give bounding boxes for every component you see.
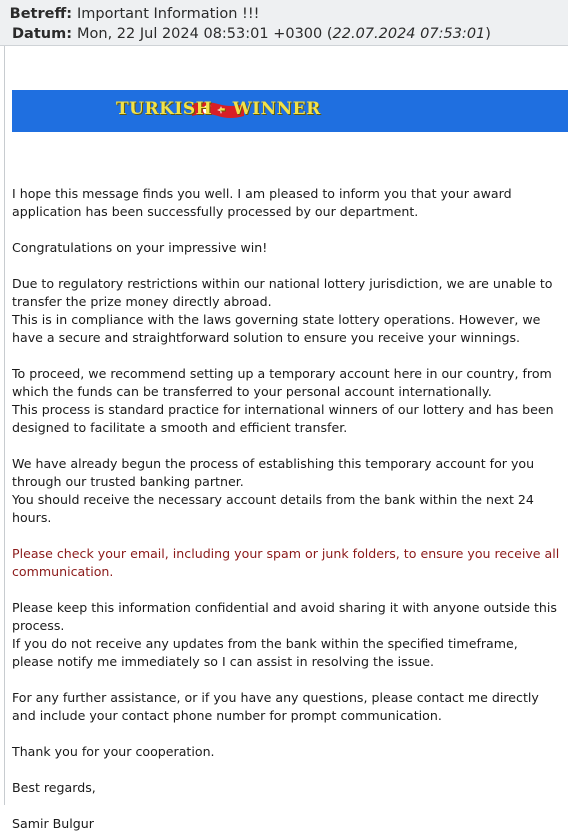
message-header — [0, 0, 568, 46]
paragraph-restriction: Due to regulatory restrictions within our national lottery jurisdiction, we are unable to transfer the prize money directly abroad. — [12, 276, 553, 309]
banner-title: TURKISH - WINNER — [116, 99, 321, 119]
date-close: ) — [485, 26, 491, 42]
message-text — [12, 185, 560, 833]
subject-value: Important Information !!! — [77, 6, 260, 22]
subject-row — [0, 4, 259, 24]
subject-label: Betreff: — [9, 6, 72, 22]
paragraph-spam-warning: Please check your email, including your spam or junk folders, to ensure you receive all communication. — [12, 546, 560, 579]
date-value — [77, 26, 491, 42]
paragraph-thanks: Thank you for your cooperation. — [12, 744, 215, 759]
date-main: Mon, 22 Jul 2024 08:53:01 +0300 ( — [77, 26, 333, 42]
paragraph-banking-partner: We have already begun the process of establishing this temporary account for you through our trusted banking partner. — [12, 456, 535, 489]
header-overflow-row — [0, 0, 568, 2]
paragraph-greeting: I hope this message finds you well. I am pleased to inform you that your award application has been successfully processed by our department. — [12, 186, 512, 219]
paragraph-temp-account: To proceed, we recommend setting up a temporary account here in our country, from which the funds can be transferred to your personal account internationally. — [12, 366, 552, 399]
paragraph-regards: Best regards, — [12, 780, 96, 795]
paragraph-24-hours: You should receive the necessary account details from the bank within the next 24 hours. — [12, 492, 534, 525]
paragraph-compliance: This is in compliance with the laws governing state lottery operations. However, we have a secure and straightforward solution to ensure you receive your winnings. — [12, 312, 541, 345]
date-local: 22.07.2024 07:53:01 — [332, 26, 486, 42]
paragraph-contact: For any further assistance, or if you have any questions, please contact me directly and include your contact phone number for prompt communication. — [12, 690, 539, 723]
paragraph-congrats: Congratulations on your impressive win! — [12, 240, 268, 255]
paragraph-confidential: Please keep this information confidential and avoid sharing it with anyone outside this process. — [12, 600, 557, 633]
date-label: Datum: — [12, 26, 72, 42]
signature: Samir Bulgur — [12, 816, 94, 831]
date-row — [0, 24, 491, 44]
paragraph-notify: If you do not receive any updates from the bank within the specified timeframe, please notify me immediately so I can assist in resolving the issue. — [12, 636, 518, 669]
paragraph-standard-practice: This process is standard practice for international winners of our lottery and has been designed to facilitate a smooth and efficient transfer. — [12, 402, 554, 435]
